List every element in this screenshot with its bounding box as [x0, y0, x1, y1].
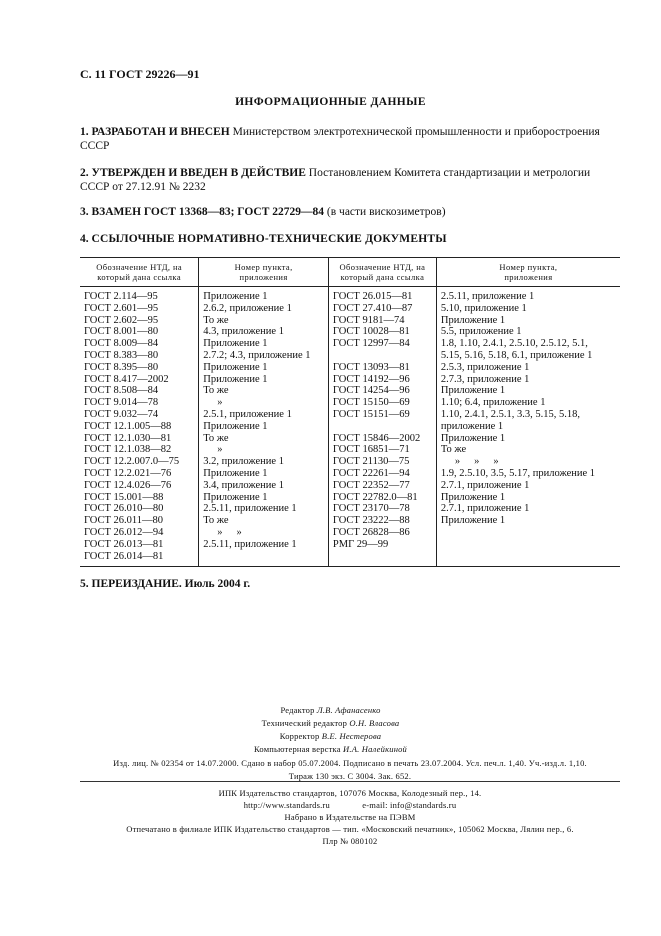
imprint-contacts	[80, 799, 620, 811]
table-cell	[441, 527, 617, 539]
table-cell: ГОСТ 13093—81	[332, 361, 410, 373]
table-cell: ГОСТ 23170—78	[332, 503, 410, 515]
info-item-5	[80, 577, 620, 591]
table-cell: ГОСТ 15.001—88	[84, 491, 164, 503]
table-cell: Приложение 1	[203, 338, 268, 350]
table-cell: 2.5.11, приложение 1	[440, 291, 535, 302]
publication-line: Изд. лиц. № 02354 от 14.07.2000. Сдано в набор 05.07.2004. Подписано в печать 23.07.2004. Усл. печ.л. 1,40. Уч.-изд.л. 1,10.	[113, 758, 587, 768]
table-cell: ГОСТ 15151—69	[332, 408, 410, 420]
credit-layout: Компьютерная верстка И.А. Налейкиной	[253, 744, 408, 754]
table-cell: ГОСТ 14254—96	[332, 385, 410, 397]
table-cell: »	[217, 526, 223, 538]
table-cell: 5.5, приложение 1	[440, 326, 522, 338]
table-cell: »	[236, 526, 242, 538]
section-title: ИНФОРМАЦИОННЫЕ ДАННЫЕ	[235, 96, 426, 108]
table-cell: »	[217, 397, 223, 409]
table-cell: 1.10, 2.4.1, 2.5.1, 3.3, 5.15, 5.18,	[440, 408, 581, 420]
table-cell	[333, 421, 433, 433]
table-cell: ГОСТ 10028—81	[332, 326, 410, 338]
table-cell: ГОСТ 15846—2002	[332, 432, 421, 444]
column-header-clause: Номер пункта, приложения	[436, 258, 620, 287]
table-cell: ГОСТ 15150—69	[332, 397, 410, 409]
table-cell: 2.5.11, приложение 1	[203, 538, 297, 550]
table-cell: Приложение 1	[440, 314, 506, 326]
table-cell: ГОСТ 9.032—74	[84, 408, 159, 420]
table-cell: 2.5.3, приложение 1	[440, 361, 530, 373]
table-cell: ГОСТ 12997—84	[332, 338, 410, 350]
table-cell: ГОСТ 14192—96	[332, 373, 410, 385]
page-header: С. 11 ГОСТ 29226—91	[80, 67, 200, 81]
item-text: Постановлением Комитета стандартизации и метрологии СССР от 27.12.91 № 2232	[80, 167, 591, 193]
table-cell: ГОСТ 26828—86	[332, 526, 410, 538]
table-cell: ГОСТ 12.1.030—81	[84, 432, 172, 444]
item-text: Министерством электротехнической промышленности и приборостроения СССР	[80, 126, 600, 152]
table-cell: То же	[203, 314, 229, 326]
table-cell: ГОСТ 8.009—84	[84, 338, 159, 350]
table-cell: 1.9, 2.5.10, 3.5, 5.17, приложение 1	[440, 467, 596, 479]
item-number: 1.	[80, 126, 89, 138]
column-header-clause: Номер пункта, приложения	[199, 258, 329, 287]
item-text: Июль 2004 г.	[184, 578, 251, 590]
table-cell: Приложение 1	[203, 491, 268, 503]
credit-editor: Редактор Л.В. Афанасенко	[280, 705, 381, 715]
table-cell: ГОСТ 26.012—94	[84, 526, 164, 538]
item-text: (в части вискозиметров)	[326, 206, 446, 218]
table-cell: 5.15, 5.16, 5.18, 6.1, приложение 1	[440, 349, 593, 361]
divider	[80, 781, 620, 782]
item-number: 3.	[80, 206, 89, 218]
imprint-block	[80, 787, 620, 847]
table-cell: ГОСТ 21130—75	[332, 456, 410, 468]
table-cell: ГОСТ 2.114—95	[84, 291, 158, 302]
imprint-line: Набрано в Издательстве на ПЭВМ	[284, 812, 416, 822]
table-cell: ГОСТ 8.395—80	[84, 361, 159, 373]
ntd-column-left	[80, 287, 199, 567]
table-cell	[333, 350, 433, 362]
table-cell: 5.10, приложение 1	[440, 302, 527, 314]
table-cell: ГОСТ 26.014—81	[84, 550, 164, 562]
table-cell: ГОСТ 12.1.005—88	[84, 420, 172, 432]
table-cell: Приложение 1	[203, 467, 268, 479]
credits-block	[0, 704, 661, 756]
table-cell: Приложение 1	[440, 491, 506, 503]
table-cell: ГОСТ 22352—77	[332, 479, 410, 491]
info-item-4	[80, 232, 620, 246]
table-cell: То же	[440, 444, 467, 456]
table-cell: 2.6.2, приложение 1	[203, 302, 292, 314]
table-cell: Приложение 1	[440, 432, 506, 444]
table-cell: 2.7.1, приложение 1	[440, 503, 530, 515]
table-cell: ГОСТ 26.013—81	[84, 538, 164, 550]
credit-tech-editor: Технический редактор О.Н. Власова	[261, 718, 400, 728]
item-lead: УТВЕРЖДЕН И ВВЕДЕН В ДЕЙСТВИЕ	[91, 167, 306, 179]
clause-column-left	[199, 287, 329, 567]
column-header-ntd: Обозначение НТД, на который дана ссылка	[328, 258, 436, 287]
table-cell: ГОСТ 8.001—80	[84, 326, 159, 338]
item-lead: ПЕРЕИЗДАНИЕ.	[91, 578, 182, 590]
table-cell: 4.3, приложение 1	[203, 326, 284, 338]
item-number: 2.	[80, 167, 89, 179]
item-number: 5.	[80, 578, 89, 590]
table-cell: ГОСТ 8.508—84	[84, 385, 159, 397]
table-cell: 1.8, 1.10, 2.4.1, 2.5.10, 2.5.12, 5.1,	[440, 338, 588, 350]
table-cell: ГОСТ 12.2.007.0—75	[84, 456, 180, 468]
table-cell: »	[474, 456, 480, 468]
info-item-3	[80, 205, 620, 219]
info-item-1	[80, 125, 620, 153]
imprint-line: Отпечатано в филиале ИПК Издательство стандартов — тип. «Московский печатник», 105062 Москва, Лялин пер., 6.	[126, 824, 574, 834]
publication-info	[80, 757, 620, 783]
column-header-ntd: Обозначение НТД, на который дана ссылка	[80, 258, 199, 287]
table-cell: ГОСТ 9.014—78	[84, 397, 159, 409]
table-cell: Приложение 1	[203, 291, 268, 302]
table-cell: ГОСТ 12.2.021—76	[84, 467, 172, 479]
table-cell: 1.10; 6.4, приложение 1	[440, 397, 546, 409]
table-cell: ГОСТ 2.601—95	[84, 302, 159, 314]
table-cell: ГОСТ 23222—88	[332, 515, 410, 527]
credit-proofreader: Корректор В.Е. Нестерова	[279, 731, 382, 741]
table-cell: 2.7.3, приложение 1	[440, 373, 530, 385]
table-cell: ГОСТ 27.410—87	[332, 302, 413, 314]
table-cell: 2.5.11, приложение 1	[203, 503, 297, 515]
table-cell: »	[217, 444, 223, 456]
table-cell: РМГ 29—99	[332, 538, 389, 550]
references-table	[80, 257, 620, 567]
table-cell: ГОСТ 8.383—80	[84, 349, 159, 361]
table-cell: Приложение 1	[203, 361, 268, 373]
table-header-row	[80, 258, 620, 287]
table-cell: Приложение 1	[203, 373, 268, 385]
imprint-line: Плр № 080102	[322, 836, 378, 846]
table-row	[80, 287, 620, 567]
table-cell: ГОСТ 8.417—2002	[84, 373, 169, 385]
email-link[interactable]: e-mail: info@standards.ru	[362, 800, 457, 810]
table-cell: То же	[203, 515, 229, 527]
table-cell: ГОСТ 26.010—80	[84, 503, 164, 515]
table-cell: ГОСТ 2.602—95	[84, 314, 159, 326]
table-cell: 2.5.1, приложение 1	[203, 408, 292, 420]
table-cell: ГОСТ 22782.0—81	[332, 491, 418, 503]
table-cell: 3.2, приложение 1	[203, 456, 284, 468]
table-cell: ГОСТ 16851—71	[332, 444, 410, 456]
item-lead: РАЗРАБОТАН И ВНЕСЕН	[91, 126, 230, 138]
table-cell: Приложение 1	[440, 385, 506, 397]
table-cell: ГОСТ 26.011—80	[84, 515, 164, 527]
table-cell: приложение 1	[440, 420, 504, 432]
table-cell: ГОСТ 22261—94	[332, 467, 410, 479]
table-cell: То же	[203, 432, 229, 444]
item-lead: ВЗАМЕН ГОСТ 13368—83; ГОСТ 22729—84	[91, 206, 325, 218]
table-cell: То же	[203, 385, 229, 397]
table-cell: ГОСТ 12.4.026—76	[84, 479, 172, 491]
table-cell: 2.7.2; 4.3, приложение 1	[203, 349, 311, 361]
table-cell: ГОСТ 26.015—81	[332, 291, 413, 302]
table-cell: ГОСТ 12.1.038—82	[84, 444, 172, 456]
table-cell	[333, 551, 433, 563]
table-cell: »	[454, 456, 461, 468]
table-cell: ГОСТ 9181—74	[332, 314, 405, 326]
table-cell: Приложение 1	[440, 515, 506, 527]
publication-line: Тираж 130 экз. С 3004. Зак. 652.	[288, 771, 412, 781]
ntd-column-right	[328, 287, 436, 567]
table-cell: 2.7.1, приложение 1	[440, 479, 530, 491]
table-cell: Приложение 1	[203, 420, 268, 432]
table-cell: 3.4, приложение 1	[203, 479, 284, 491]
website-link[interactable]: http://www.standards.ru	[243, 800, 330, 810]
imprint-line: ИПК Издательство стандартов, 107076 Москва, Колодезный пер., 14.	[218, 788, 482, 798]
item-lead: ССЫЛОЧНЫЕ НОРМАТИВНО-ТЕХНИЧЕСКИЕ ДОКУМЕНТЫ	[91, 233, 447, 245]
clause-column-right	[436, 287, 620, 567]
item-number: 4.	[80, 233, 89, 245]
info-item-2	[80, 166, 620, 194]
table-cell: »	[493, 456, 499, 468]
